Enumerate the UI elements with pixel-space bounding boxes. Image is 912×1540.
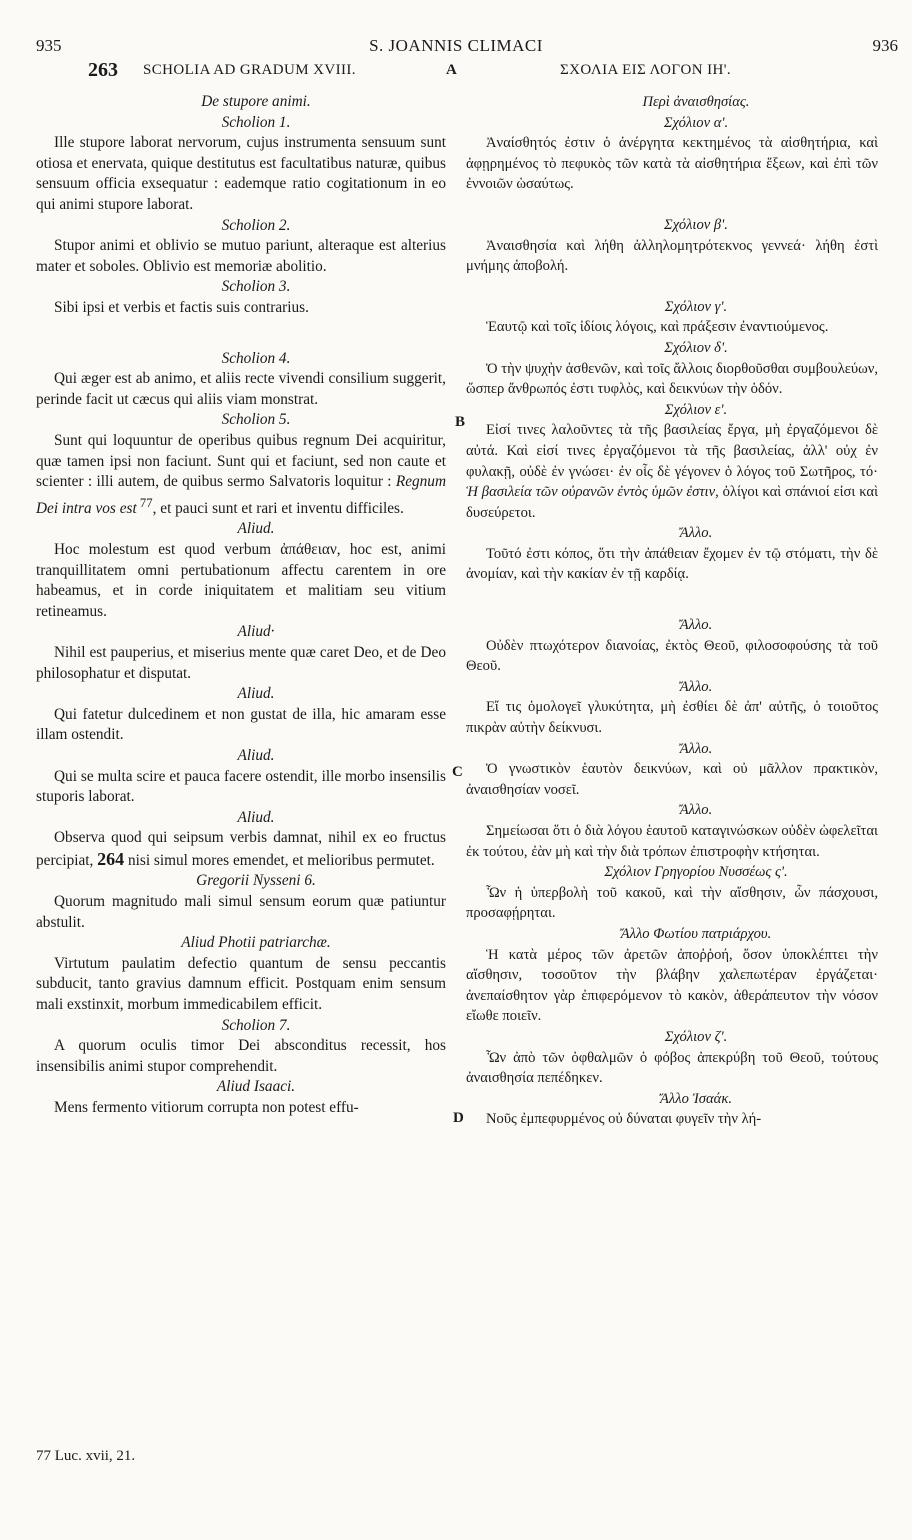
running-head [0, 36, 912, 60]
latin-isaac-heading: Aliud Isaaci. [216, 1078, 296, 1096]
latin-column [36, 92, 446, 1119]
latin-scholion-5-text-a: Sunt qui loquuntur de operibus quibus regnum Dei acquiritur, quæ tamen ipsi non faciunt. Sunt qui et faciunt, sed non caute et scienter : illi autem, de quibus sermo Salvatoris loquitur : [36, 431, 446, 491]
greek-scholion-1-heading: Σχόλιον α'. [663, 114, 729, 131]
latin-scholion-1-text: Ille stupore laborat nervorum, cujus instrumenta sensuum sunt otiosa et enervata, quique destitutus est facultatibus naturæ, quibus sensuum officia exsequatur : eademque ratio cogitationum in eo qui animi stupore laborat. [36, 134, 446, 213]
latin-aliud-2-heading: Aliud· [237, 623, 275, 641]
latin-aliud-4-text: Qui se multa scire et pauca facere ostendit, ille morbo insensilis stuporis laborat. [36, 767, 446, 806]
greek-scholion-2-text: Ἀναισθησία καὶ λήθη ἀλληλομητρότεκνος γεννεά· λήθη ἐστὶ μνήμης ἀποβολή. [466, 237, 878, 275]
greek-scholion-5-text-b: , ὀλίγοι καὶ σπάνιοί εἰσι καὶ δυσεύρετοι. [466, 484, 878, 521]
section-heading [0, 59, 912, 88]
greek-scholion-4-text: Ὁ τὴν ψυχὴν ἀσθενῶν, καὶ τοῖς ἄλλοις διορθοῦσθαι συμβουλεύων, ὥσπερ ἄνθρωπός ἐστι τυφλὸς, καὶ δεικνύων τὴν ὁδόν. [466, 360, 878, 398]
latin-aliud-1-heading: Aliud. [237, 520, 275, 538]
greek-scripture-quote: Ἡ βασιλεία τῶν οὐρανῶν ἐντὸς ὑμῶν ἐστιν [466, 484, 716, 501]
inline-column-number: 264 [97, 848, 125, 869]
page-number-right: 936 [872, 36, 898, 55]
greek-allo-2-text: Οὐδὲν πτωχότερον διανοίας, ἐκτὸς Θεοῦ, φιλοσοφούσης τὰ τοῦ Θεοῦ. [466, 637, 878, 675]
greek-allo-5-text: Σημείωσαι ὅτι ὁ διὰ λόγου ἑαυτοῦ καταγινώσκων οὐδὲν ὠφελεῖται ἐκ τούτου, ἐὰν μὴ καὶ τὴν διὰ τρόπων ἐπιστροφὴν κτήσηται. [466, 823, 878, 860]
margin-marker-d: D [453, 1110, 464, 1126]
latin-photius-heading: Aliud Photii patriarchæ. [181, 934, 331, 952]
latin-aliud-2-text: Nihil est pauperius, et miserius mente quæ caret Deo, et de Deo philosophatur et disputat. [36, 643, 446, 682]
latin-aliud-5-heading: Aliud. [237, 808, 275, 826]
latin-scholion-2-text: Stupor animi et oblivio se mutuo pariunt, alteraque est alterius mater et soboles. Oblivio est memoriæ abolitio. [36, 237, 446, 275]
margin-marker-c: C [452, 764, 463, 780]
latin-scholion-7-text: A quorum oculis timor Dei absconditus recessit, hos insensibilis animi stupor comprehendit. [36, 1037, 446, 1075]
greek-scholion-5-heading: Σχόλιον ε'. [664, 401, 728, 418]
latin-section-title: SCHOLIA AD GRADUM XVIII. [143, 62, 356, 78]
latin-scholion-5-text-b: , et pauci sunt et rari et inventu difficiles. [152, 499, 404, 517]
latin-scholion-2-heading: Scholion 2. [221, 216, 291, 234]
greek-isaac-text: Νοῦς ἐμπεφυρμένος οὐ δύναται φυγεῖν τὴν λή- [486, 1111, 762, 1128]
latin-scholion-5-heading: Scholion 5. [221, 411, 291, 429]
greek-scholion-3-heading: Σχόλιον γ'. [664, 298, 728, 315]
latin-scholion-5-text [36, 431, 446, 519]
greek-isaac-heading: Ἄλλο Ἰσαάκ. [660, 1090, 732, 1107]
latin-scholion-7-heading: Scholion 7. [221, 1016, 291, 1034]
latin-gregory-heading: Gregorii Nysseni 6. [196, 872, 316, 890]
margin-marker-b: B [455, 414, 466, 430]
footnote-ref: 77 [136, 495, 153, 510]
latin-photius-text: Virtutum paulatim defectio quantum de sensu peccantis subducit, tanto gravius damnum efficit. Postquam enim sensum mali exstinxit, morbum immedicabilem efficit. [36, 954, 446, 1014]
greek-allo-5-heading: Ἄλλο. [679, 802, 713, 819]
greek-allo-2-heading: Ἄλλο. [679, 617, 713, 634]
greek-photius-heading: Ἄλλο Φωτίου πατριάρχου. [620, 925, 772, 942]
margin-marker-a: A [446, 62, 457, 78]
running-title: S. JOANNIS CLIMACI [369, 36, 543, 55]
greek-allo-3-heading: Ἄλλο. [679, 678, 713, 695]
greek-allo-4-text: Ὁ γνωστικὸν ἑαυτὸν δεικνύων, καὶ οὐ μᾶλλον πρακτικὸν, ἀναισθησίαν νοσεῖ. [466, 761, 878, 798]
greek-gregory-heading: Σχόλιον Γρηγορίου Νυσσέως ς'. [604, 864, 788, 881]
latin-scholion-4-text: Qui æger est ab animo, et aliis recte vivendi consilium suggerit, perinde facit ut cæcus qui aliis viam monstrat. [36, 370, 446, 408]
footnote: 77 Luc. xvii, 21. [36, 1448, 136, 1464]
scripture-quote: Regnum Dei intra vos est [36, 473, 446, 517]
column-number: 263 [88, 59, 118, 81]
greek-scholion-7-text: Ὧν ἀπὸ τῶν ὀφθαλμῶν ὁ φόβος ἀπεκρύβη τοῦ Θεοῦ, τούτους ἀναισθησία πεπέδηκεν. [466, 1049, 878, 1087]
latin-scholion-4-heading: Scholion 4. [221, 349, 291, 367]
greek-scholion-3-text: Ἑαυτῷ καὶ τοῖς ἰδίοις λόγοις, καὶ πράξεσιν ἐναντιούμενος. [486, 319, 829, 336]
greek-section-title: ΣΧΟΛΙΑ ΕΙΣ ΛΟΓΟΝ ΙΗ'. [560, 62, 731, 78]
greek-allo-4-heading: Ἄλλο. [679, 740, 713, 757]
greek-allo-3-text: Εἴ τις ὁμολογεῖ γλυκύτητα, μὴ ἐσθίει δὲ ἀπ' αὐτῆς, ὁ τοιοῦτος πικρὰν αὐτὴν δείκνυσι. [466, 699, 878, 737]
latin-aliud-5-text-b: nisi simul mores emendet, et melioribus permutet. [124, 851, 435, 869]
latin-scholion-1-heading: Scholion 1. [221, 113, 291, 131]
greek-gregory-text: Ὧν ἡ ὑπερβολὴ τοῦ κακοῦ, καὶ τὴν αἴσθησιν, ὧν πάσχουσι, προσαφῄρηται. [466, 884, 878, 922]
greek-allo-1-text: Τοῦτό ἐστι κόπος, ὅτι τὴν ἀπάθειαν ἔχομεν ἐν τῷ στόματι, τὴν δὲ ἀνομίαν, καὶ τὴν κακίαν ἐν τῇ καρδίᾳ. [466, 545, 878, 583]
latin-gregory-text: Quorum magnitudo mali simul sensum eorum quæ patiuntur abstulit. [36, 893, 446, 931]
latin-aliud-5-text [36, 828, 446, 871]
greek-scholion-7-heading: Σχόλιον ζ'. [664, 1028, 728, 1045]
greek-scholion-2-heading: Σχόλιον β'. [664, 216, 728, 233]
greek-scholion-5-text [466, 420, 878, 523]
greek-scholion-5-text-a: Εἰσί τινες λαλοῦντες τὰ τῆς βασιλείας ἔργα, μὴ ἐργαζόμενοι δὲ αὐτά. Καὶ εἰσί τινες ἐργαζόμενοι τὰ τῆς βασιλείας, ἀλλ' οὐχ ἐν φυλακῇ, οὐδὲ ἐν γνώσει· ἐν οἷς δὲ γέγονεν ὁ λόγος τοῦ Σωτῆρος, τό· [466, 422, 878, 480]
greek-column [466, 92, 878, 1130]
latin-aliud-1-text: Hoc molestum est quod verbum ἀπάθειαν, hoc est, animi tranquillitatem omni pertubationum affectu carentem in ore habeamus, et in corde iniquitatem et malitiam seu vitium retineamus. [36, 540, 446, 620]
greek-photius-text: Ἡ κατὰ μέρος τῶν ἀρετῶν ἀποῤῥοή, ὅσον ὑποκλέπτει τὴν αἴσθησιν, τοσοῦτον τὴν βλάβην χαλεπωτέραν ἐργάζεται· ἀνεπαίσθητον γὰρ ἐπιφερόμενον τὸ κακὸν, ἀθεράπευτον τὴν νόσον εἴωθε ποιεῖν. [466, 946, 878, 1025]
latin-aliud-3-text: Qui fatetur dulcedinem et non gustat de illa, hic amaram esse illam ostendit. [36, 705, 446, 744]
latin-scholion-3-heading: Scholion 3. [221, 278, 291, 296]
page-number-left: 935 [36, 36, 62, 55]
latin-aliud-4-heading: Aliud. [237, 746, 275, 764]
latin-aliud-3-heading: Aliud. [237, 685, 275, 703]
latin-isaac-text: Mens fermento vitiorum corrupta non potest effu- [54, 1099, 359, 1116]
latin-aliud-5-text-a: Observa quod qui seipsum verbis damnat, nihil ex eo fructus percipiat, [36, 829, 446, 869]
greek-topic: Περὶ ἀναισθησίας. [642, 94, 750, 110]
latin-scholion-3-text: Sibi ipsi et verbis et factis suis contrarius. [54, 298, 309, 316]
greek-scholion-4-heading: Σχόλιον δ'. [664, 339, 728, 356]
greek-scholion-1-text: Ἀναίσθητός ἐστιν ὁ ἀνέργητα κεκτημένος τὰ αἰσθητήρια, καὶ ἀφῃρημένος τὸ πεφυκὸς τῶν κατὰ τὰ αἰσθητήρια ἕξεων, καὶ ἐπὶ τῶν ἐννοιῶν ὡσαύτως. [466, 135, 878, 193]
latin-topic: De stupore animi. [201, 93, 311, 110]
greek-allo-1-heading: Ἄλλο. [679, 525, 713, 542]
